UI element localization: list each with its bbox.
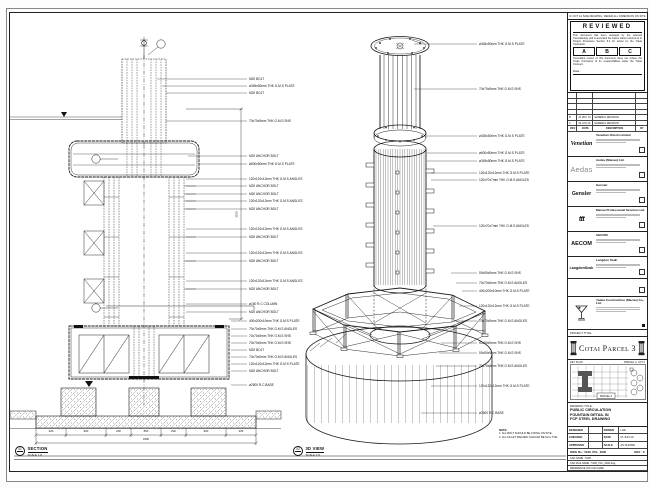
check-box [639, 147, 645, 153]
company-name: Venetian Orient Limited [596, 133, 631, 137]
section-annotation: M20 BOLT [249, 77, 265, 81]
revision-header-row: REV DATE DESCRIPTION BY [568, 126, 647, 132]
company-row [568, 257, 647, 279]
company-row [568, 182, 647, 207]
iso-annotation: 70x70x5mm THK G.M.S ANGLES [479, 364, 528, 368]
company-name: AECOM [596, 233, 608, 237]
section-annotation: 120x120x12mm THK G.M.S ANGLES [249, 199, 303, 203]
iso-annotation: 120x70x7mm THK G.M.S ANGLES [479, 224, 529, 228]
reviewed-title: REVIEWED [573, 23, 642, 33]
company-name: Yadea Construction (Macau) Co., Ltd. [596, 298, 645, 306]
section-annotation: ø2500 R.C BASE [249, 383, 274, 387]
section-annotation: 120x120x12mm THK G.M.S ANGLES [249, 279, 303, 283]
iso-annotation: 120x120x12mm THK G.M.S PLATE [479, 384, 530, 388]
company-logo [568, 279, 595, 296]
iso-annotation: 50x50x5mm THK G.M.S SHS [479, 271, 521, 275]
iso-annotation: 120x120x12mm THK G.M.S PLATE [479, 304, 530, 308]
section-annotation: M20 ANCHOR BOLT [249, 310, 279, 314]
section-title: SECTION [27, 446, 48, 451]
field-row: DESIGNED - DRAWN LHD [568, 427, 647, 434]
cad-row: REFERENCE ON FILE NAME [568, 466, 647, 471]
iso-annotation: 70x70x5mm THK G.M.S SHS [479, 87, 521, 91]
section-annotation: M20 BOLT [249, 91, 265, 95]
section-annotation: 70x70x5mm THK G.M.S SHS [249, 119, 291, 123]
revision-row: C 04 JUN 10 GENERAL REVISION [568, 121, 647, 127]
dimension-height: 3150 [234, 211, 239, 218]
drawing-title-line-2: FOUNTAIN DETAIL IN [570, 412, 609, 417]
check-box [639, 197, 645, 203]
status-a: A [573, 47, 595, 56]
reviewed-stamp [568, 20, 647, 93]
dimension-value: 200 [238, 428, 244, 433]
check-box [639, 247, 645, 253]
iso-annotation: 120x120x12mm THK G.M.S PLATE [479, 171, 530, 175]
iso-annotation: ø345x50mm THK G.M.S PLATE [479, 134, 525, 138]
note-line: 1. ALL BOLT SHOULD BE FIXING ON SITE. [499, 432, 553, 436]
section-annotation: M20 ANCHOR BOLT [249, 192, 279, 196]
section-annotation: M20 ANCHOR BOLT [249, 287, 279, 291]
drawing-title-line-1: PUBLIC CIRCULATION [570, 408, 612, 412]
section-annotation: 70x70x5mm THK G.M.S SHS [249, 334, 291, 338]
iso-marker: 02 [293, 446, 303, 456]
company-logo: Venetian [570, 141, 593, 147]
dwg-no: 5168_PCL_0000 [584, 450, 607, 454]
section-annotation: 70x70x5mm THK G.M.S SHS [249, 341, 291, 345]
section-scale: SCALE 1:8 [27, 453, 42, 458]
dimension-value: 900 [203, 428, 209, 433]
check-box [639, 269, 645, 275]
iso-caption [293, 446, 324, 457]
key-plan-drawing [570, 364, 646, 400]
approval-fields [568, 427, 647, 449]
drawing-title-line-3: FCP STEEL DRAWING [570, 417, 611, 422]
field-row: APPROVED - SCALE AS SHOWN [568, 442, 647, 449]
stamp-square [642, 324, 646, 328]
section-annotation: M20 ANCHOR BOLT [249, 184, 279, 188]
iso-annotation: ø345x50mm THK G.M.S PLATE [479, 159, 525, 163]
technical-drawing [10, 13, 567, 471]
ornament-column-icon [570, 341, 577, 356]
iso-annotation: 70x70x5mm THK G.M.S ANGLES [479, 281, 528, 285]
status-options [573, 47, 642, 56]
drawing-title-block [568, 403, 647, 427]
reviewed-paragraph-2: Consultant review of this document does not relieve the Trade Contractor of its responsibilities under the Trade Contract. [573, 57, 642, 67]
section-annotation: 120x120x12mm THK G.M.S ANGLES [249, 251, 303, 255]
check-box [639, 222, 645, 228]
company-logo: Gensler [571, 191, 592, 197]
revision-row: B 21 MAY 10 GENERAL REVISION [568, 115, 647, 121]
iso-annotation: 400x200x10mm THK G.M.S PLATE [479, 289, 530, 293]
company-row [568, 297, 647, 330]
company-logo: ttt [578, 215, 585, 223]
company-name: Langdon Seah [596, 258, 618, 262]
company-logo: Aedas [570, 164, 593, 174]
field-row: CHECKED - DATE 07-JUN-10 [568, 434, 647, 441]
section-marker: 01 [15, 446, 25, 456]
ornament-column-icon [638, 341, 645, 356]
iso-annotation: 70x70x5mm THK G.M.S ANGLES [479, 319, 528, 323]
dwg-no-label: DWG No : [570, 450, 584, 454]
martini-logo-icon [575, 305, 588, 322]
section-annotation: M20 ANCHOR BOLT [249, 207, 279, 211]
iso-scale: SCALE 1:8 [305, 453, 320, 458]
cad-row: CAD FILE NAME : 5168_PCL_0000.dwg [568, 461, 647, 466]
dimension-value: 850 [143, 428, 149, 433]
cad-row: CAD NAME : 5168 [568, 456, 647, 461]
reviewed-date-line: Date : [573, 69, 642, 75]
dimension-value: 200 [116, 428, 121, 433]
section-annotation: ø150 R.C COLUMN [249, 302, 278, 306]
company-logos [568, 132, 647, 330]
section-caption [15, 446, 48, 457]
dimension-value: 200 [171, 428, 176, 433]
section-annotation: 70x70x5mm THK G.M.S ANGLES [249, 327, 298, 331]
section-view-drawing [10, 37, 281, 445]
revision-table [568, 93, 647, 126]
company-logo [568, 297, 595, 329]
section-annotation: 70x70x5mm THK G.M.S ANGLES [249, 355, 298, 359]
company-row [568, 207, 647, 232]
key-plan [568, 360, 647, 403]
section-annotation: 120x120x12mm THK G.M.S PLATE [249, 362, 300, 366]
key-plan-tag: PARCEL 3 [599, 395, 613, 398]
company-row [568, 157, 647, 182]
section-annotation: M20 BOLT [249, 348, 265, 352]
reviewed-paragraph-1: This document has been reviewed by the relevant Consultant(s) and is accorded the below status referred to in Project Procedure Section 5.4 for action by the Trade Contractor. [573, 33, 642, 46]
status-c: C [619, 47, 641, 56]
status-b: B [596, 47, 618, 56]
dwg-number-row [568, 449, 647, 456]
corner-note: IF NOT A1 SIZE DRAWING, REFER ALL DIMENSION ON SITE [569, 15, 646, 18]
cad-file-rows [568, 456, 647, 471]
key-plan-label: KEY PLAN [570, 361, 583, 364]
company-row [568, 132, 647, 157]
rev-label: REV : [634, 450, 643, 454]
section-annotation: M20 ANCHOR BOLT [249, 154, 279, 158]
iso-annotation: ø345x50mm THK G.M.S PLATE [479, 42, 525, 46]
iso-view-drawing [306, 37, 492, 444]
note-line: 2. ALL FILLET WELDED SHOULD BE 6mm THK. [499, 435, 559, 439]
section-annotation: M20 ANCHOR BOLT [249, 235, 279, 239]
company-logo: LangdonSeah [569, 265, 594, 270]
project-title-label: PROJECT TITLE [568, 330, 647, 337]
project-title: Cotai Parcel 3 [579, 343, 636, 353]
iso-annotation: 50x50x5mm THK G.M.S SHS [479, 341, 521, 345]
section-annotation: ø600x50mm THK G.M.S PLATE [249, 162, 295, 166]
dimension-value: 900 [83, 428, 89, 433]
iso-annotation: 120x70x7mm THK G.M.S ANGLES [479, 178, 529, 182]
drawing-title-label: DRAWING TITLE: [570, 404, 593, 408]
section-annotation: M20 ANCHOR BOLT [249, 369, 279, 373]
iso-annotation: ø2500 R.C BASE [479, 411, 504, 415]
title-block [567, 13, 647, 471]
dimension-value: 200 [48, 428, 54, 433]
check-box [639, 172, 645, 178]
iso-annotation: 50x50x5mm THK G.M.S SHS [479, 351, 521, 355]
notes-block [499, 429, 565, 439]
section-annotation: ø345x50mm THK G.M.S PLATE [249, 84, 295, 88]
company-row [568, 232, 647, 257]
company-name: Macau Professional Services Ltd. [596, 208, 646, 212]
key-plan-sub: PARCEL 3, LOT 2 [624, 361, 645, 364]
company-name: Gensler [596, 183, 608, 187]
company-row [568, 279, 647, 297]
iso-title: 3D VIEW [305, 446, 325, 451]
section-annotation: 400x200x10mm THK G.M.S PLATE [249, 319, 300, 323]
company-logo: AECOM [571, 241, 592, 247]
check-box [639, 287, 645, 293]
sheet-frame [9, 12, 648, 472]
dimension-total: 3450 [142, 436, 150, 441]
notes-heading: NOTE: [499, 429, 508, 432]
section-annotation: 120x120x12mm THK G.M.S ANGLES [249, 227, 303, 231]
iso-annotation: ø600x50mm THK G.M.S PLATE [479, 151, 525, 155]
company-name: Aedas (Macau) Ltd. [596, 158, 625, 162]
section-annotation: M20 ANCHOR BOLT [249, 259, 279, 263]
project-title-banner [568, 337, 647, 360]
rev-value: C [642, 450, 645, 454]
section-annotation: 120x120x12mm THK G.M.S ANGLES [249, 177, 303, 181]
